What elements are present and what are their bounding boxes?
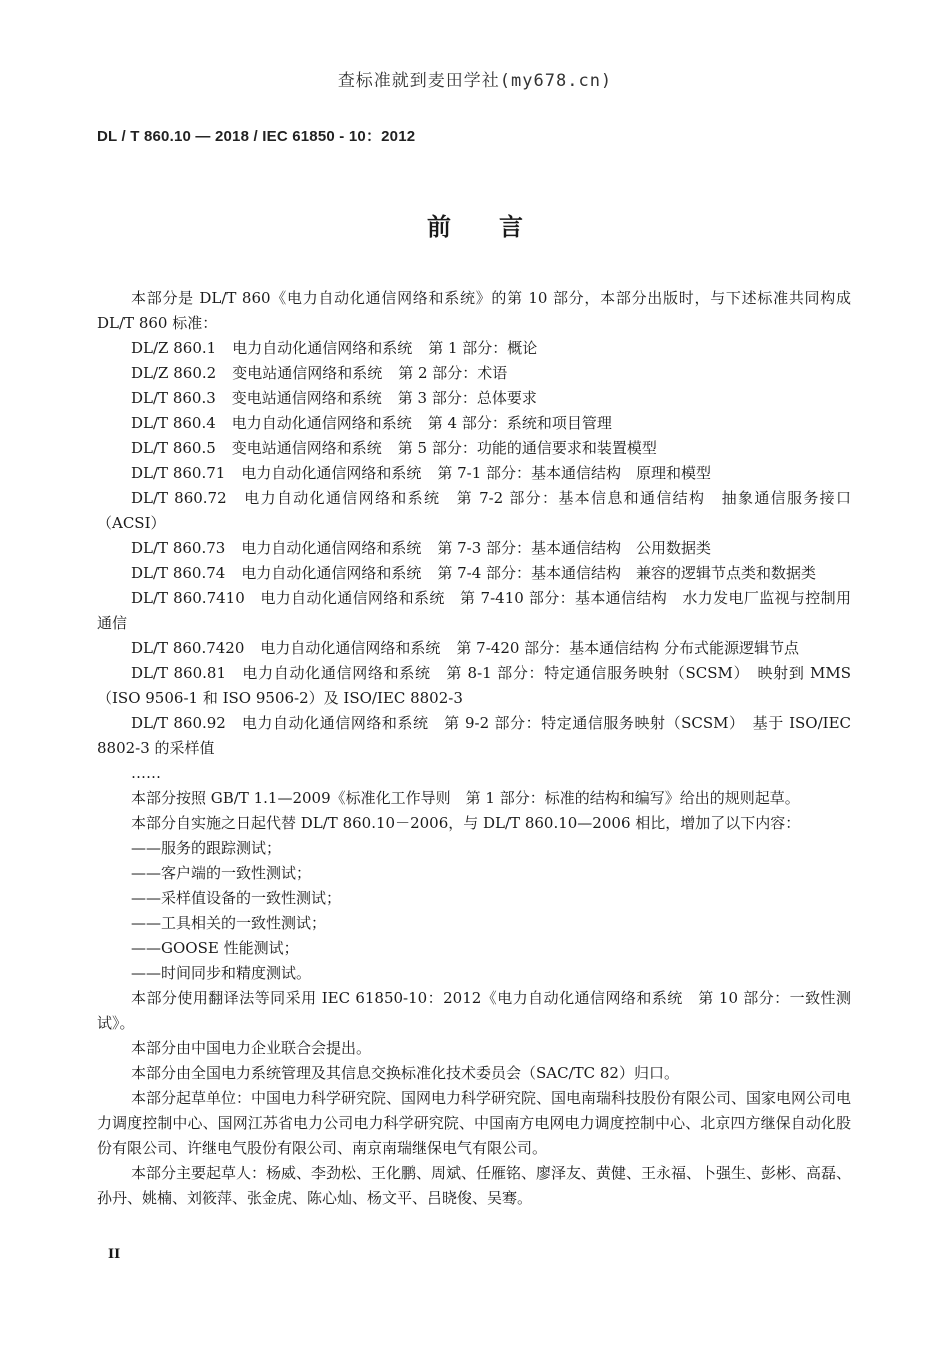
reference-item	[131, 461, 851, 486]
addition-item: ——客户端的一致性测试；	[131, 864, 312, 882]
reference-title: 电力自动化通信网络和系统	[241, 564, 422, 582]
reference-part: 第 4 部分：系统和项目管理	[427, 414, 612, 432]
reference-title: 变电站通信网络和系统	[232, 364, 383, 382]
addition-item: ——服务的跟踪测试；	[131, 839, 282, 857]
reference-list	[97, 336, 851, 486]
replacement-paragraph: 本部分自实施之日起代替 DL/T 860.10－2006，与 DL/T 860.10—2006 相比，增加了以下内容：	[131, 814, 801, 832]
reference-92: DL/T 860.92 电力自动化通信网络和系统 第 9-2 部分：特定通信服务映射（SCSM） 基于 ISO/IEC 8802-3 的采样值	[97, 714, 851, 757]
reference-code: DL/T 860.74	[131, 564, 226, 582]
reference-part: 第 7-3 部分：基本通信结构 公用数据类	[437, 539, 712, 557]
reference-item	[131, 536, 851, 561]
reference-item	[131, 411, 851, 436]
reference-list-b	[97, 536, 851, 586]
reference-title: 电力自动化通信网络和系统	[241, 539, 422, 557]
additions-list	[97, 836, 851, 986]
reference-item	[131, 386, 851, 411]
reference-title: 电力自动化通信网络和系统	[241, 464, 422, 482]
reference-code: DL/Z 860.1	[131, 339, 217, 357]
reference-7420	[131, 636, 851, 661]
reference-title: 变电站通信网络和系统	[231, 389, 382, 407]
intro-paragraph: 本部分是 DL/T 860《电力自动化通信网络和系统》的第 10 部分，本部分出版时，与下述标准共同构成 DL/T 860 标准：	[97, 289, 851, 332]
reference-part: 第 7-4 部分：基本通信结构 兼容的逻辑节点类和数据类	[437, 564, 817, 582]
addition-item: ——时间同步和精度测试。	[131, 964, 312, 982]
reference-code: DL/T 860.73	[131, 539, 226, 557]
page-number: II	[108, 1247, 121, 1262]
reference-item	[131, 561, 851, 586]
reference-title: 变电站通信网络和系统	[231, 439, 382, 457]
reference-code: DL/T 860.3	[131, 389, 216, 407]
reference-7410: DL/T 860.7410 电力自动化通信网络和系统 第 7-410 部分：基本通信结构 水力发电厂监视与控制用通信	[97, 589, 851, 632]
reference-title: 电力自动化通信网络和系统	[231, 414, 412, 432]
reference-code: DL/T 860.7420	[131, 639, 245, 657]
reference-item	[131, 436, 851, 461]
reference-title: 电力自动化通信网络和系统	[260, 639, 441, 657]
ellipsis: ……	[131, 764, 161, 782]
translation-paragraph: 本部分使用翻译法等同采用 IEC 61850-10：2012《电力自动化通信网络和系统 第 10 部分：一致性测试》。	[97, 989, 851, 1032]
reference-title: 电力自动化通信网络和系统	[232, 339, 413, 357]
document-code: DL / T 860.10 — 2018 / IEC 61850 - 10：2012	[97, 128, 416, 145]
reference-part: 第 7-420 部分：基本通信结构 分布式能源逻辑节点	[456, 639, 799, 657]
drafting-rule-paragraph: 本部分按照 GB/T 1.1—2009《标准化工作导则 第 1 部分：标准的结构和编写》给出的规则起草。	[131, 789, 800, 807]
reference-7-2: DL/T 860.72 电力自动化通信网络和系统 第 7-2 部分：基本信息和通信结构 抽象通信服务接口（ACSI）	[97, 489, 851, 532]
reference-code: DL/T 860.71	[131, 464, 226, 482]
drafters-paragraph: 本部分主要起草人：杨威、李劲松、王化鹏、周斌、任雁铭、廖泽友、黄健、王永福、卜强生、彭彬、高磊、孙丹、姚楠、刘筱萍、张金虎、陈心灿、杨文平、吕晓俊、吴骞。	[97, 1164, 852, 1207]
addition-item: ——工具相关的一致性测试；	[131, 914, 327, 932]
reference-81: DL/T 860.81 电力自动化通信网络和系统 第 8-1 部分：特定通信服务映射（SCSM） 映射到 MMS（ISO 9506-1 和 ISO 9506-2）及 ISO/IEC 8802-3	[97, 664, 851, 707]
reference-part: 第 5 部分：功能的通信要求和装置模型	[397, 439, 657, 457]
reference-code: DL/T 860.5	[131, 439, 216, 457]
proposed-paragraph: 本部分由中国电力企业联合会提出。	[131, 1039, 372, 1057]
addition-item: ——GOOSE 性能测试；	[131, 939, 299, 957]
reference-item	[131, 361, 851, 386]
watermark: 查标准就到麦田学社(my678.cn)	[337, 71, 613, 91]
reference-part: 第 2 部分：术语	[398, 364, 508, 382]
reference-part: 第 7-1 部分：基本通信结构 原理和模型	[437, 464, 712, 482]
managed-paragraph: 本部分由全国电力系统管理及其信息交换标准化技术委员会（SAC/TC 82）归口。	[131, 1064, 679, 1082]
addition-item: ——采样值设备的一致性测试；	[131, 889, 342, 907]
reference-part: 第 3 部分：总体要求	[397, 389, 537, 407]
reference-part: 第 1 部分：概论	[428, 339, 538, 357]
reference-code: DL/T 860.4	[131, 414, 216, 432]
section-heading: 前言	[427, 213, 571, 241]
drafting-units-paragraph: 本部分起草单位：中国电力科学研究院、国网电力科学研究院、国电南瑞科技股份有限公司、国家电网公司电力调度控制中心、国网江苏省电力公司电力科学研究院、中国南方电网电力调度控制中心、北京四方继保自动化股份有限公司、许继电气股份有限公司、南京南瑞继保电气有限公司。	[97, 1089, 852, 1157]
body-text	[97, 286, 851, 1211]
reference-item	[131, 336, 851, 361]
reference-code: DL/Z 860.2	[131, 364, 217, 382]
